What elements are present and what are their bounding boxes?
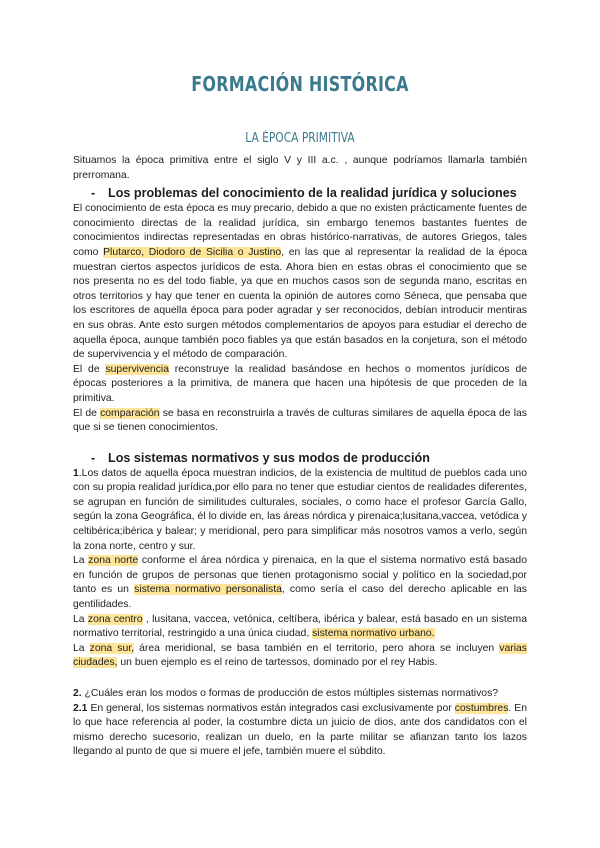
text-run: un buen ejemplo es el reino de tartessos, dominado por el rey Habis.	[117, 657, 438, 669]
highlighted-text: supervivencia	[105, 363, 169, 375]
text-run: La	[73, 613, 88, 625]
spacer	[73, 671, 527, 687]
text-run: , como sería el caso del derecho aplicable en las gentilidades.	[73, 584, 527, 611]
text-run: .Los datos de aquella época muestran indicios, de la existencia de multitud de pueblos cada uno con su propia realidad jurídica,por ello para no tener que estudiar cientos de realidades diferentes, se agrupan en función de similitudes culturales, sociales, o como hace el profesor García Gallo, según la zona Geográfica, él lo divide en, las áreas nórdica y pirenaica;lusitana,vaccea, vetódica y celtibérica;ibérica y balear; y meridional, pero para simplificar más nosotros vamos a verlo, según la zona norte, centro y sur.	[73, 467, 527, 552]
text-run: . En lo que hace referencia al poder, la costumbre dicta un juicio de dios, ante dos candidatos con el mismo derecho sucesorio, realizan un duelo, en la parte militar se afianzan tanto los lazos llegando al punto de que si muere el jefe, también muere el súbdito.	[73, 702, 527, 758]
section-subtitle: LA ÉPOCA PRIMITIVA	[245, 131, 355, 146]
number-label: 2.1	[73, 702, 88, 714]
text-run: En general, los sistemas normativos están integrados casi exclusivamente por	[87, 702, 455, 714]
document-body	[73, 154, 527, 760]
page-title: FORMACIÓN HISTÓRICA	[191, 72, 409, 96]
intro-paragraph: Situamos la época primitiva entre el siglo V y III a.c. , aunque podríamos llamarla también prerromana.	[73, 155, 527, 181]
highlighted-text: costumbres	[454, 702, 509, 714]
number-label: 1	[73, 467, 79, 479]
text-run: reconstruye la realidad basándose en hechos o momentos jurídicos de épocas posteriores a la primitiva, de manera que hacen una hipótesis de que proceden de la primitiva.	[73, 363, 528, 404]
highlighted-text: sistema normativo urbano.	[312, 628, 435, 640]
section-heading-1	[73, 185, 527, 201]
paragraph	[73, 467, 527, 555]
highlighted-text: Plutarco, Diodoro de Sicilia o Justino	[103, 246, 282, 258]
text-run: , lusitana, vaccea, vetónica, celtíbera, ibérica y balear, está basado en un sistema normativo territorial, restringido a una única ciudad,	[73, 613, 527, 640]
paragraph	[73, 554, 527, 612]
highlighted-text: varias ciudades,	[73, 642, 527, 669]
text-run: El conocimiento de esta época es muy precario, debido a que no existen prácticamente fuentes de conocimiento directas de la realidad jurídica, sin embargo tenemos bastantes fuentes de conocimientos indirectas representadas en obras histórico-narrativas, de autores Griegos, tales como	[73, 203, 528, 258]
paragraph	[73, 363, 527, 407]
bullet-dash: -	[91, 186, 96, 201]
paragraph	[73, 642, 527, 671]
paragraph	[73, 407, 527, 436]
text-run: La	[73, 642, 90, 654]
text-run: se basa en reconstruirla a través de culturas similares de aquella época de las que si se tienen conocimientos.	[73, 407, 527, 434]
text-run: conforme el área nórdica y pirenaica, en la que el sistema normativo está basado en función de grupos de personas que tienen protagonismo social y político en la sociedad,por tanto es un	[73, 555, 527, 596]
text-run: , en las que al representar la realidad de la época muestran ciertos aspectos jurídicos de esta. Ahora bien en estas obras el conocimiento que se nos presenta no es del todo fiable, ya que en muchos casos son de segunda mano, escritas en otros territorios y hay que tener en cuenta la opinión de autores como Séneca, que pensaba que los escritores de aquella época para poder agradar y ser reconocidos, debían introducir mentiras en sus obras. Ante esto surgen métodos complementarios de apoyos para estudiar el derecho de aquella época, aunque también poco fiables ya que están basados en la conjetura, son el método de supervivencia y el método de comparación.	[73, 246, 528, 361]
paragraph	[73, 202, 527, 363]
section-heading-2-text: Los sistemas normativos y sus modos de producción	[108, 450, 430, 465]
question-paragraph	[73, 687, 527, 702]
highlighted-text: zona norte	[88, 555, 139, 567]
bullet-dash: -	[91, 450, 96, 465]
highlighted-text: zona sur,	[89, 642, 135, 654]
paragraph	[73, 613, 527, 642]
section-heading-1-text: Los problemas del conocimiento de la realidad jurídica y soluciones	[108, 186, 517, 201]
highlighted-text: sistema normativo personalista	[134, 584, 282, 596]
spacer	[73, 436, 527, 448]
text-run: ¿Cuáles eran los modos o formas de producción de estos múltiples sistemas normativos?	[81, 688, 499, 699]
highlighted-text: comparación	[100, 407, 160, 419]
highlighted-text: zona centro	[87, 613, 143, 625]
paragraph	[73, 702, 527, 760]
text-run: El de	[73, 363, 106, 375]
text-run: El de	[73, 407, 101, 419]
text-run: área meridional, se basa también en el territorio, pero ahora se incluyen	[134, 642, 500, 654]
number-label: 2.	[73, 688, 82, 699]
section-heading-2	[73, 450, 527, 466]
text-run: La	[73, 555, 89, 567]
